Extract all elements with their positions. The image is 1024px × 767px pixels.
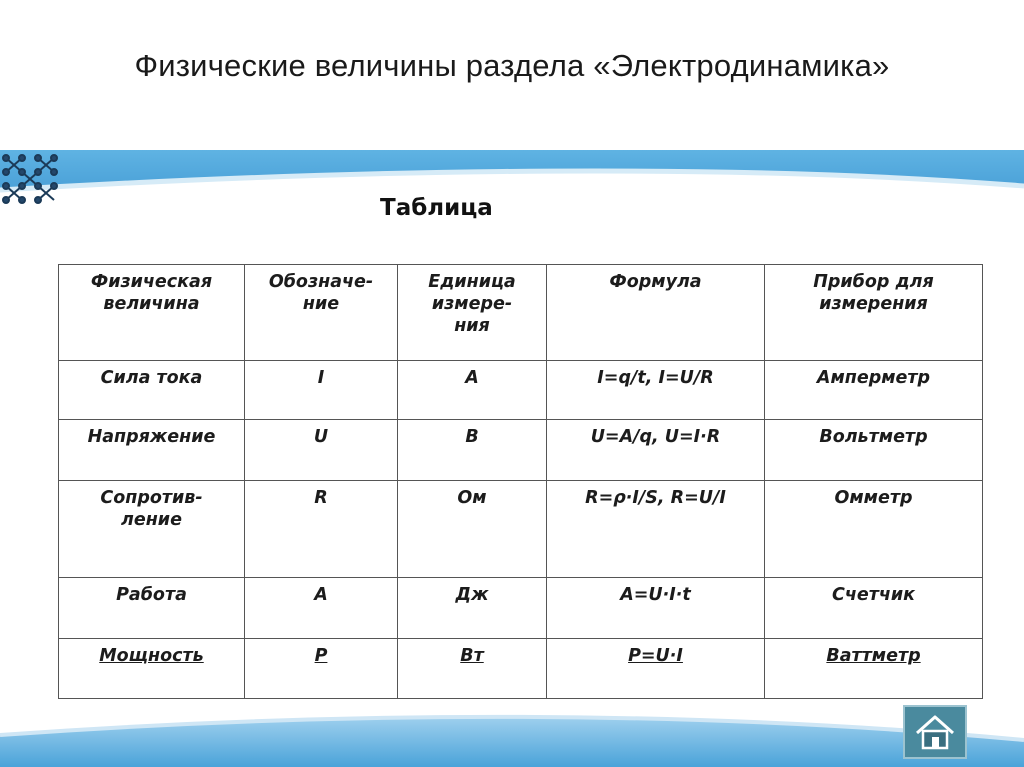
- cell-instrument: Ваттметр: [765, 639, 983, 699]
- cell-unit: Дж: [398, 578, 547, 639]
- cell-symbol: А: [245, 578, 398, 639]
- slide-title: Физические величины раздела «Электродинамика»: [134, 48, 890, 83]
- cell-instrument: Амперметр: [765, 361, 983, 420]
- table-header-row: [59, 265, 983, 361]
- cell-formula: I=q/t, I=U/R: [547, 361, 765, 420]
- cell-instrument: Омметр: [765, 481, 983, 578]
- cell-symbol: R: [245, 481, 398, 578]
- cell-quantity: Сила тока: [59, 361, 245, 420]
- header-cell-quantity: Физическая величина: [59, 265, 245, 361]
- header-cell-formula: Формула: [547, 265, 765, 361]
- cell-unit: Вт: [398, 639, 547, 699]
- header-cell-symbol: Обозначе- ние: [245, 265, 398, 361]
- cell-unit: Ом: [398, 481, 547, 578]
- table-row: [59, 639, 983, 699]
- cell-unit: В: [398, 420, 547, 481]
- home-icon: [913, 713, 957, 751]
- table-row: [59, 481, 983, 578]
- table-row: [59, 420, 983, 481]
- table-row: [59, 578, 983, 639]
- home-button[interactable]: [903, 705, 967, 759]
- cell-instrument: Счетчик: [765, 578, 983, 639]
- cell-symbol: I: [245, 361, 398, 420]
- cell-formula: U=A/q, U=I·R: [547, 420, 765, 481]
- cell-quantity: Напряжение: [59, 420, 245, 481]
- table-row: [59, 361, 983, 420]
- header-cell-unit: Единица измере- ния: [398, 265, 547, 361]
- table-caption: Таблица: [380, 195, 493, 221]
- physics-quantities-table: [58, 264, 983, 699]
- cell-formula: P=U·I: [547, 639, 765, 699]
- cell-formula: A=U·I·t: [547, 578, 765, 639]
- cell-quantity: Работа: [59, 578, 245, 639]
- cell-symbol: U: [245, 420, 398, 481]
- cell-symbol: Р: [245, 639, 398, 699]
- content-panel: [0, 150, 1024, 767]
- header-cell-instrument: Прибор для измерения: [765, 265, 983, 361]
- cell-instrument: Вольтметр: [765, 420, 983, 481]
- cell-quantity: Мощность: [59, 639, 245, 699]
- cell-quantity: Сопротив- ление: [59, 481, 245, 578]
- cell-unit: А: [398, 361, 547, 420]
- cell-formula: R=ρ·I/S, R=U/I: [547, 481, 765, 578]
